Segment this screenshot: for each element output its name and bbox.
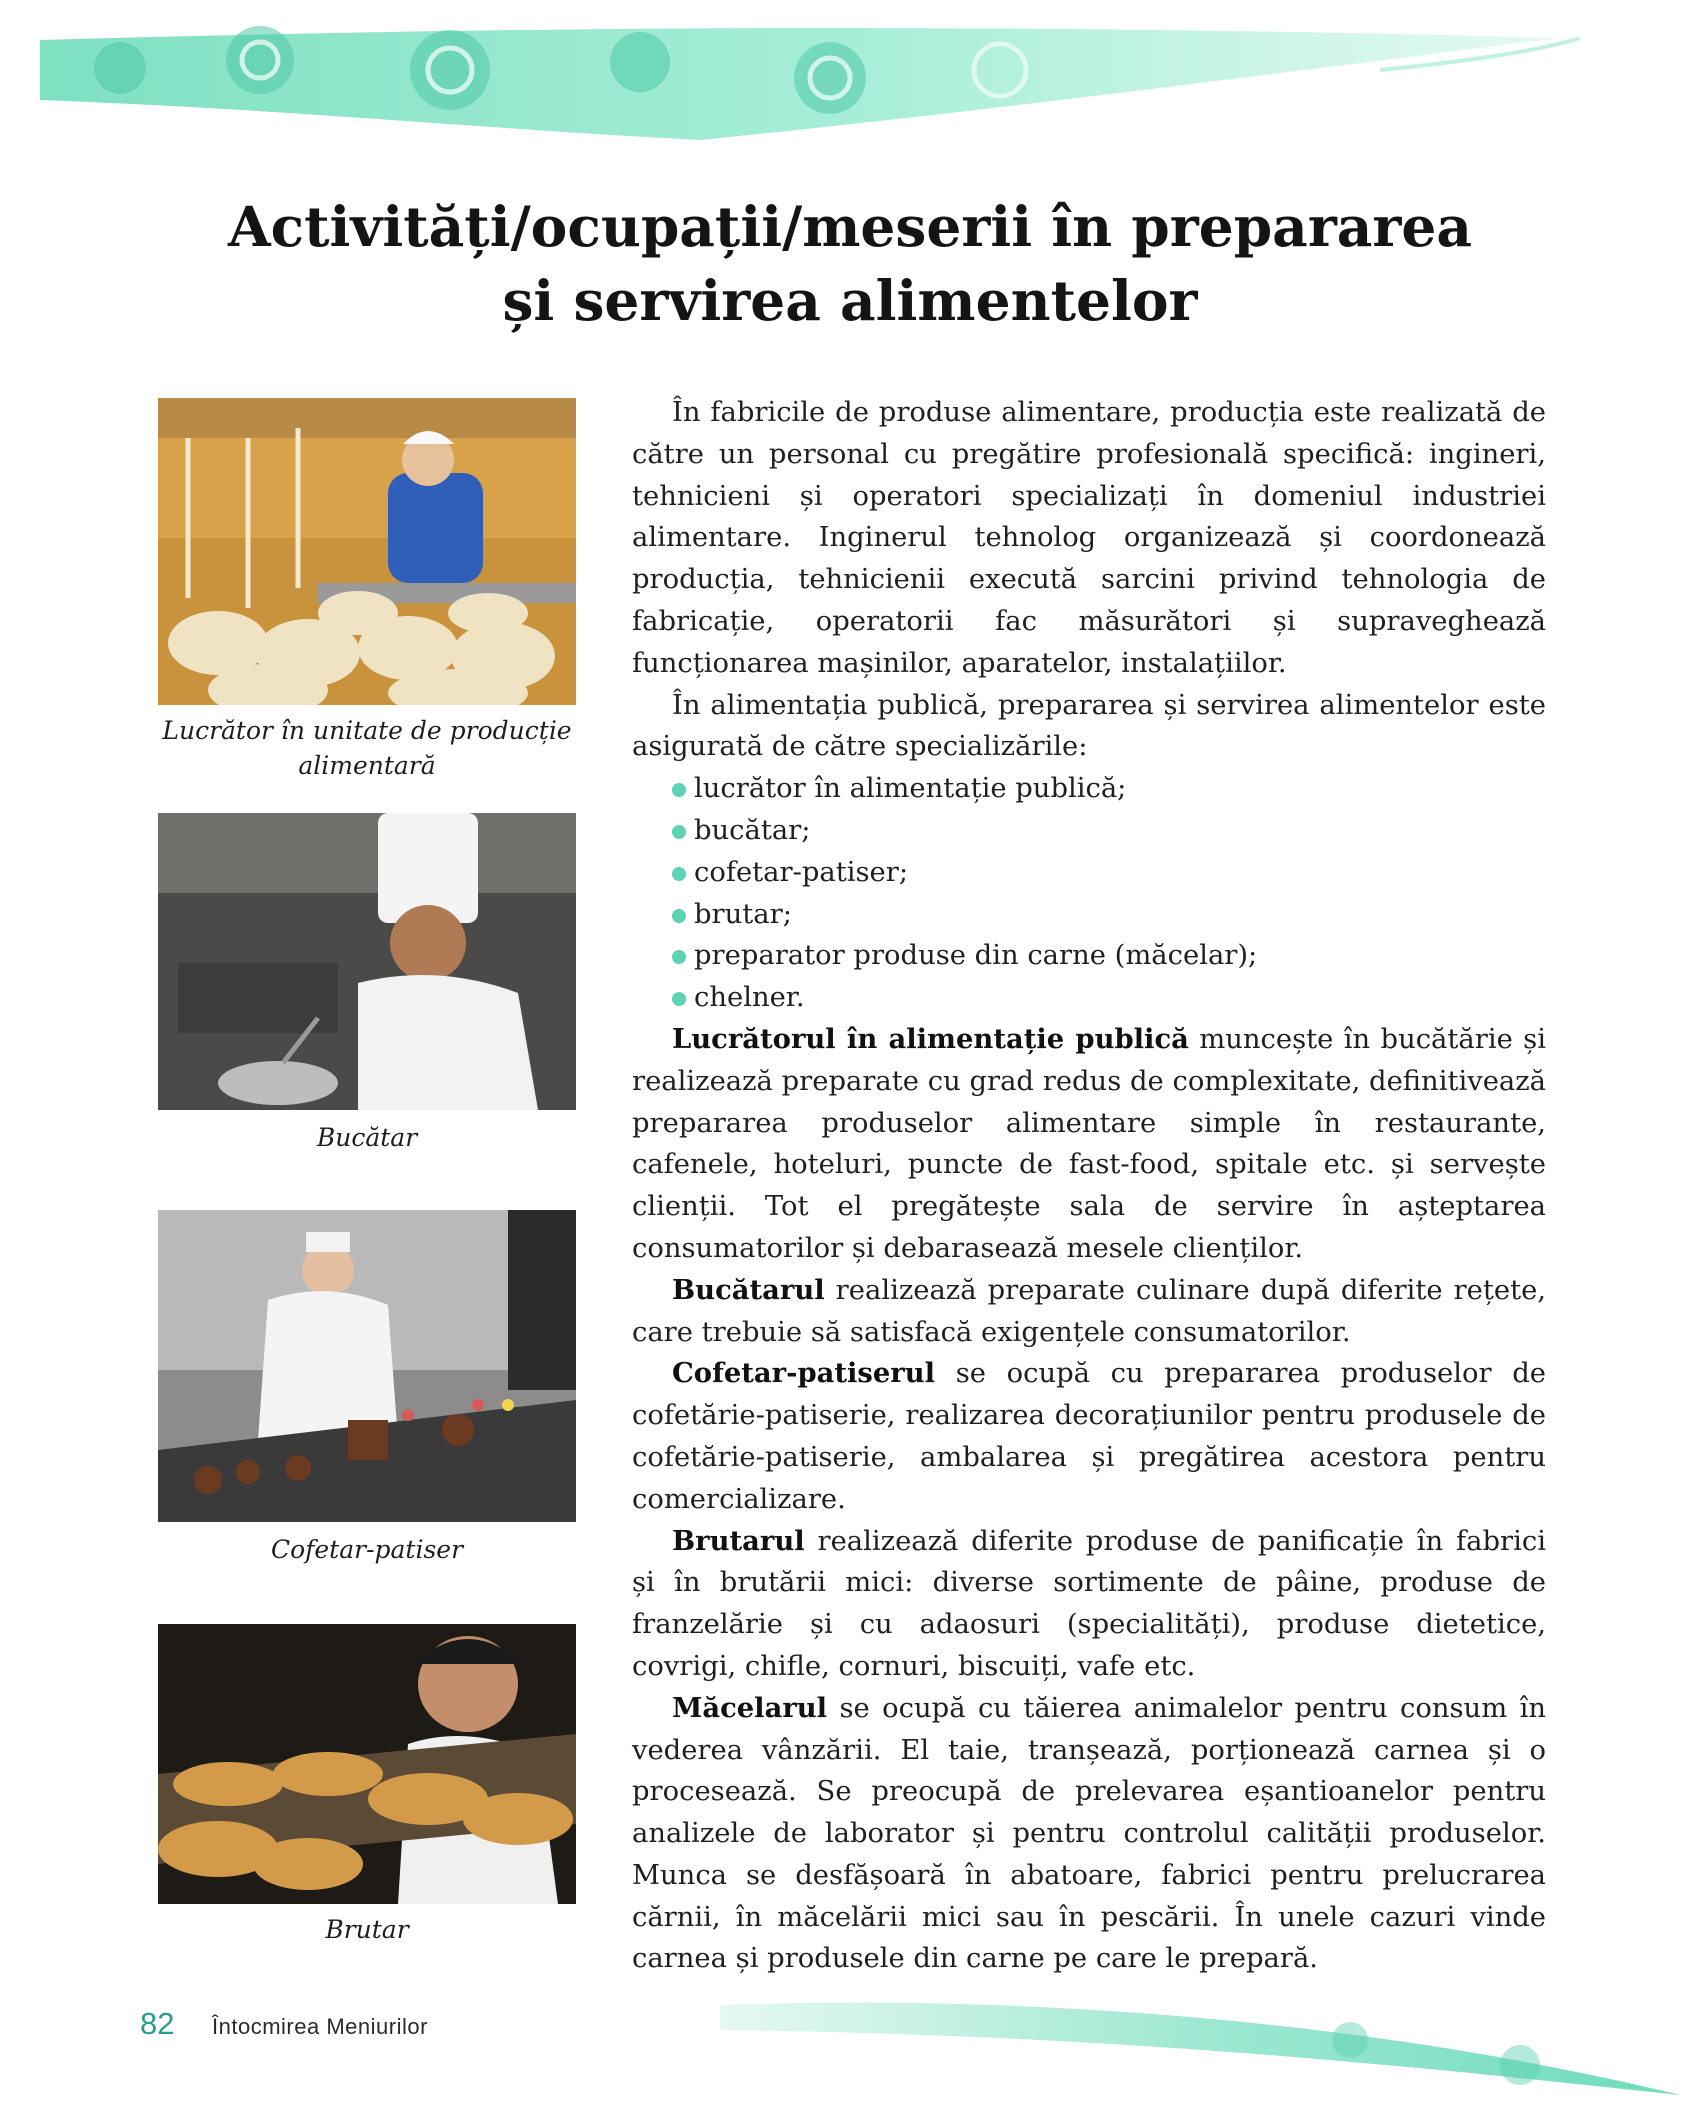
- bullet-dot-icon: [672, 950, 686, 964]
- page-title: [160, 190, 1540, 338]
- pastry-chef-photo: [158, 1210, 576, 1522]
- figure-caption-3: Cofetar-patiser: [270, 1535, 464, 1564]
- footer-swoosh-banner: [700, 1985, 1693, 2126]
- term-pastry-chef: Cofetar-patiserul: [672, 1357, 936, 1390]
- baker-bread-tray-photo: [158, 1624, 576, 1904]
- figure-caption-1: Lucrător în unitate de producție alimentară: [162, 716, 572, 780]
- figure-caption-2: Bucătar: [316, 1123, 418, 1152]
- paragraph-cook: Bucătarul realizează preparate culinare după diferite rețete, care trebuie să satisfacă exigențele consumatorilor.: [632, 1273, 1546, 1348]
- term-baker: Brutarul: [672, 1524, 805, 1557]
- paragraph-public-food-worker: Lucrătorul în alimentație publică muncește în bucătărie și realizează preparate cu grad redus de complexitate, definitivează prepararea produselor alimentare simple în restaurante, cafenele, hoteluri, puncte de fast-food, spitale etc. și servește clienții. Tot el pregătește sala de servire în așteptarea consumatorilor și debarasează mesele clienților.: [632, 1022, 1546, 1264]
- header-gear-banner: [0, 0, 1693, 160]
- page-number: 82: [140, 2006, 175, 2041]
- main-text: [632, 392, 1546, 1980]
- page-title-line-1: Activități/ocupații/meserii în prepararea: [227, 194, 1473, 259]
- term-butcher: Măcelarul: [672, 1691, 828, 1724]
- list-item: cofetar-patiser;: [672, 852, 1546, 894]
- list-item: bucătar;: [672, 810, 1546, 852]
- list-item: chelner.: [672, 977, 1546, 1019]
- list-item: brutar;: [672, 894, 1546, 936]
- paragraph-baker: Brutarul realizează diferite produse de panificație în fabrici și în brutării mici: diverse sortimente de pâine, produse de franzelărie și cu adaosuri (specialități), produse dietetice, covrigi, chifle, cornuri, biscuiți, vafe etc.: [632, 1524, 1546, 1682]
- bullet-dot-icon: [672, 992, 686, 1006]
- specializations-list: [632, 768, 1546, 1019]
- paragraph-specializations-intro: În alimentația publică, prepararea și servirea alimentelor este asigurată de către specializările:: [632, 689, 1546, 763]
- list-item: lucrător în alimentație publică;: [672, 768, 1546, 810]
- paragraph-butcher: Măcelarul se ocupă cu tăierea animalelor pentru consum în vederea vânzării. El taie, tranșează, porționează carnea și o procesează. Se preocupă de prelevarea eșantioanelor pentru analizele de laborator și pentru controlul calității produselor. Munca se desfășoară în abatoare, fabrici pentru prelucrarea cărnii, în măcelării mici sau în pescării. În unele cazuri vinde carnea și produsele din carne pe care le prepară.: [632, 1691, 1546, 1975]
- term-public-food-worker: Lucrătorul în alimentație publică: [672, 1022, 1189, 1055]
- list-item: preparator produse din carne (măcelar);: [672, 935, 1546, 977]
- bakery-factory-worker-photo: [158, 398, 576, 705]
- figure-caption-4: Brutar: [325, 1915, 409, 1944]
- bullet-dot-icon: [672, 909, 686, 923]
- bullet-dot-icon: [672, 783, 686, 797]
- term-cook: Bucătarul: [672, 1273, 825, 1306]
- bullet-dot-icon: [672, 867, 686, 881]
- paragraph-production: În fabricile de produse alimentare, producția este realizată de către un personal cu pregătire profesională specifică: ingineri, tehnicieni și operatori specializați în domeniul industriei alimentare. Inginerul tehnolog organizează și coordonează producția, tehnicienii execută sarcini privind tehnologia de fabricație, operatorii fac măsurători și supraveghează funcționarea mașinilor, aparatelor, instalațiilor.: [632, 397, 1546, 679]
- bullet-dot-icon: [672, 825, 686, 839]
- chef-cooking-photo: [158, 813, 576, 1110]
- page-title-line-2: și servirea alimentelor: [502, 268, 1198, 333]
- running-footer-title: Întocmirea Meniurilor: [212, 2014, 428, 2039]
- paragraph-pastry-chef: Cofetar-patiserul se ocupă cu prepararea produselor de cofetărie-patiserie, realizarea decorațiunilor pentru produsele de cofetărie-patiserie, ambalarea și pregătirea acestora pentru comercializare.: [632, 1357, 1546, 1515]
